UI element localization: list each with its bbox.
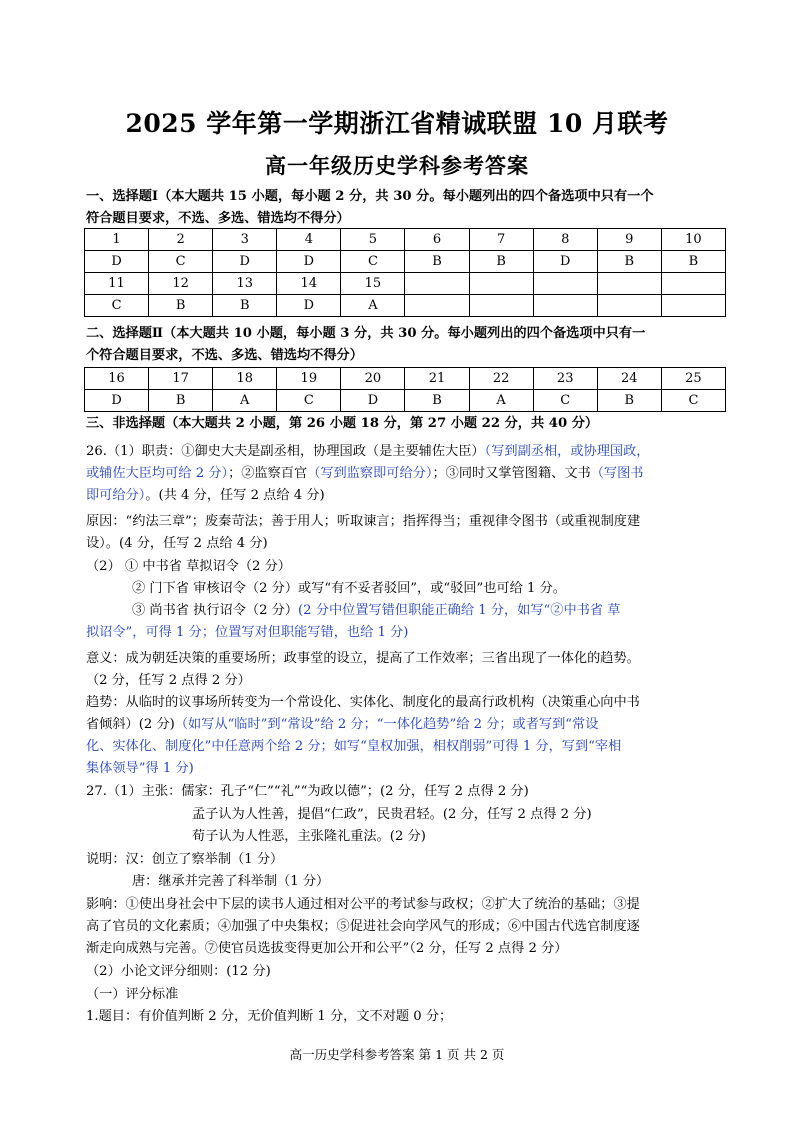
table-cell: 14 — [277, 273, 341, 295]
q27-line-10: （一）评分标准 — [86, 987, 179, 1002]
page-subtitle: 高一年级历史学科参考答案 — [265, 153, 529, 178]
q26-scoring-note: 或辅佐大臣均可给 2 分） — [86, 466, 229, 481]
table-cell — [469, 295, 533, 317]
q27-line-6: 影响：①使出身社会中下层的读书人通过相对公平的考试参与政权；②扩大了统治的基础；③提 — [86, 897, 640, 912]
table-cell: C — [85, 295, 149, 317]
q26-line-14: 化、实体化、制度化”中任意两个给 2 分；如写“皇权加强，相权削弱”可得 1 分，写到“宰相 — [86, 739, 622, 754]
table-cell: B — [469, 251, 533, 273]
q26-line-3 — [86, 485, 325, 507]
table-cell: B — [149, 390, 213, 412]
q26-line-5: 设）。(4 分，任写 2 点给 4 分) — [86, 536, 268, 551]
q26-line-7: ② 门下省 审核诏令（2 分）或写“有不妥者驳回”，或“驳回”也可给 1 分。 — [132, 581, 566, 596]
q26-scoring-note: (2 分中位置写错但职能正确给 1 分，如写“②中书省 草 — [298, 603, 621, 618]
table-cell — [405, 273, 469, 295]
q26-line-4: 原因：“约法三章”；废秦苛法；善于用人；听取谏言；指挥得当；重视律令图书（或重视制度建 — [86, 514, 641, 529]
table-cell: B — [661, 251, 725, 273]
table-cell: 22 — [469, 368, 533, 390]
table-cell — [469, 273, 533, 295]
q26-line-10: 意义：成为朝廷决策的重要场所；政事堂的设立，提高了工作效率；三省出现了一体化的趋势。 — [86, 651, 640, 666]
q27-line-2: 孟子认为人性善，提倡“仁政”，民贵君轻。(2 分，任写 2 点得 2 分) — [192, 807, 592, 822]
q26-line-9: 拟诏令”，可得 1 分；位置写对但职能写错，也给 1 分) — [86, 625, 409, 640]
table-cell: B — [597, 251, 661, 273]
table-cell — [597, 295, 661, 317]
q26-text: ③ 尚书省 执行诏令（2 分） — [132, 603, 299, 618]
table-cell: D — [85, 390, 149, 412]
table-cell: B — [149, 295, 213, 317]
table-cell: D — [277, 295, 341, 317]
table-cell: 23 — [533, 368, 597, 390]
table-cell: C — [533, 390, 597, 412]
q26-scoring-note: （写到监察即可给分） — [307, 466, 433, 481]
table-cell: A — [341, 295, 405, 317]
table-cell: 1 — [85, 229, 149, 251]
table-cell: 10 — [661, 229, 725, 251]
table-row — [85, 229, 726, 251]
section2-heading-line2: 个符合题目要求，不选、多选、错选均不得分） — [86, 348, 363, 363]
table-cell: 18 — [213, 368, 277, 390]
q26-line-6: （2） ① 中书省 草拟诏令（2 分） — [86, 559, 291, 574]
q27-line-3: 荀子认为人性恶，主张隆礼重法。(2 分) — [192, 829, 426, 844]
table-cell: B — [597, 390, 661, 412]
table-cell: C — [277, 390, 341, 412]
section1-answer-table — [84, 228, 726, 317]
table-row — [85, 273, 726, 295]
table-cell: D — [85, 251, 149, 273]
q26-text: ；③同时又掌管图籍、文书 — [432, 466, 591, 481]
q26-line-1 — [86, 441, 649, 463]
table-cell: A — [213, 390, 277, 412]
q26-line-11: （2 分，任写 2 点得 2 分） — [86, 673, 251, 688]
section1-heading-line2: 符合题目要求，不选、多选、错选均不得分） — [86, 211, 350, 226]
table-cell: 17 — [149, 368, 213, 390]
table-cell: D — [533, 251, 597, 273]
table-cell — [533, 273, 597, 295]
table-cell: 11 — [85, 273, 149, 295]
table-cell: 19 — [277, 368, 341, 390]
section2-answer-table — [84, 367, 726, 412]
q27-line-8: 渐走向成熟与完善。⑦使官员选拔变得更加公开和公平”（2 分，任写 2 点得 2 分） — [86, 941, 568, 956]
table-cell: 12 — [149, 273, 213, 295]
q26-text: ；②监察百官 — [228, 466, 308, 481]
table-cell: D — [277, 251, 341, 273]
table-cell: A — [469, 390, 533, 412]
table-cell — [661, 295, 725, 317]
q27-line-7: 高了官员的文化素质；④加强了中央集权；⑤促进社会向学风气的形成；⑥中国古代选官制度逐 — [86, 919, 640, 934]
table-cell: 13 — [213, 273, 277, 295]
table-cell: 20 — [341, 368, 405, 390]
q26-text: 26.（1）职责：①御史大夫是副丞相，协理国政（是主要辅佐大臣） — [86, 444, 485, 459]
table-cell: 25 — [661, 368, 725, 390]
table-cell: 4 — [277, 229, 341, 251]
q26-line-15: 集体领导”得 1 分) — [86, 761, 194, 776]
page-title: 2025 学年第一学期浙江省精诚联盟 10 月联考 — [125, 109, 669, 138]
table-cell: 8 — [533, 229, 597, 251]
table-row — [85, 251, 726, 273]
table-cell: B — [405, 251, 469, 273]
table-cell: 5 — [341, 229, 405, 251]
q26-text: 。(共 4 分，任写 2 点给 4 分) — [145, 488, 325, 503]
section3-heading: 三、非选择题（本大题共 2 小题，第 26 小题 18 分，第 27 小题 22 分，共 40 分） — [86, 416, 599, 431]
table-cell: 7 — [469, 229, 533, 251]
q27-line-5: 唐：继承并完善了科举制（1 分） — [132, 874, 330, 889]
table-row — [85, 368, 726, 390]
table-cell — [597, 273, 661, 295]
table-cell: B — [213, 295, 277, 317]
table-cell: C — [149, 251, 213, 273]
table-cell: 3 — [213, 229, 277, 251]
table-cell — [661, 273, 725, 295]
table-row — [85, 295, 726, 317]
page-footer: 高一历史学科参考答案 第 1 页 共 2 页 — [289, 1047, 505, 1062]
q26-scoring-note: 即可给分） — [86, 488, 146, 503]
q27-line-4: 说明：汉：创立了察举制（1 分） — [86, 852, 284, 867]
table-row — [85, 390, 726, 412]
q26-text: 省倾斜）(2 分) — [86, 717, 175, 732]
table-cell: C — [341, 251, 405, 273]
q26-scoring-note: （写到副丞相，或协理国政， — [484, 444, 650, 459]
section1-heading-line1: 一、选择题Ⅰ（本大题共 15 小题，每小题 2 分，共 30 分。每小题列出的四个备选项中只有一个 — [86, 189, 654, 204]
q26-scoring-note: （写图书 — [590, 466, 644, 481]
table-cell: 16 — [85, 368, 149, 390]
q27-line-9: （2）小论文评分细则：(12 分) — [86, 964, 271, 979]
section2-heading-line1: 二、选择题Ⅱ（本大题共 10 小题，每小题 3 分，共 30 分。每小题列出的四个备选项中只有一 — [86, 326, 646, 341]
q26-line-12: 趋势：从临时的议事场所转变为一个常设化、实体化、制度化的最高行政机构（决策重心向中书 — [86, 695, 640, 710]
table-cell — [405, 295, 469, 317]
table-cell: 9 — [597, 229, 661, 251]
table-cell: D — [213, 251, 277, 273]
table-cell: 24 — [597, 368, 661, 390]
q26-scoring-note: （如写从“临时”到“常设”给 2 分；“一体化趋势”给 2 分；或者写到“常设 — [174, 717, 599, 732]
table-cell: B — [405, 390, 469, 412]
q26-line-13 — [86, 714, 598, 736]
q27-line-1: 27.（1）主张：儒家：孔子“仁”“礼”“为政以德”；(2 分，任写 2 点得 2 分) — [86, 784, 529, 799]
q26-line-8 — [132, 600, 620, 622]
q27-line-11: 1.题目：有价值判断 2 分，无价值判断 1 分，文不对题 0 分； — [86, 1009, 453, 1024]
table-cell — [533, 295, 597, 317]
table-cell: C — [661, 390, 725, 412]
table-cell: 21 — [405, 368, 469, 390]
table-cell: D — [341, 390, 405, 412]
table-cell: 2 — [149, 229, 213, 251]
table-cell: 15 — [341, 273, 405, 295]
q26-line-2 — [86, 463, 643, 485]
table-cell: 6 — [405, 229, 469, 251]
